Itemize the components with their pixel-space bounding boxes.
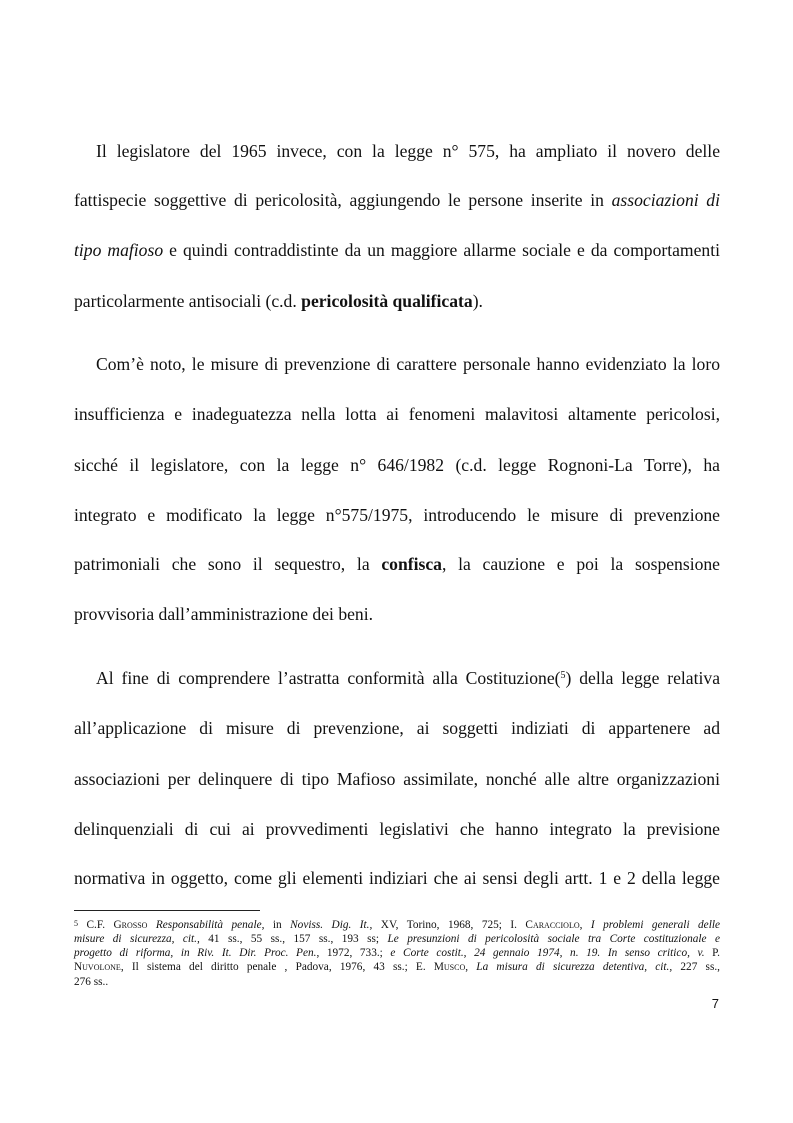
text: Com’è noto, le misure di prevenzione di carattere personale hanno evidenziato la loro bbox=[96, 354, 720, 374]
author-name: Nuvolone bbox=[74, 961, 121, 973]
text: ). bbox=[472, 291, 483, 311]
text: P. bbox=[704, 947, 720, 959]
page-number: 7 bbox=[711, 996, 719, 1011]
italic-text: Noviss. Dig. It., bbox=[290, 919, 373, 931]
footnote-line-1 bbox=[74, 918, 720, 932]
italic-text: e Corte costit., 24 gennaio 1974, n. 19. In senso critico, v. bbox=[390, 947, 705, 959]
text: XV, Torino, 1968, 725; I. bbox=[372, 919, 526, 931]
text: all’applicazione di misure di prevenzione, ai soggetti indiziati di appartenere ad bbox=[74, 718, 720, 738]
footnote-separator bbox=[74, 910, 260, 911]
text: delinquenziali di cui ai provvedimenti legislativi che hanno integrato la previsione bbox=[74, 819, 720, 839]
text: 276 ss.. bbox=[74, 976, 109, 988]
text: Al fine di comprendere l’astratta conformità alla Costituzione( bbox=[96, 668, 561, 688]
text: insufficienza e inadeguatezza nella lotta ai fenomeni malavitosi altamente pericolosi, bbox=[74, 404, 720, 424]
paragraph-2-line-4 bbox=[74, 505, 720, 525]
text: normativa in oggetto, come gli elementi indiziari che ai sensi degli artt. 1 e 2 della legge bbox=[74, 868, 720, 888]
footnote-line-3 bbox=[74, 946, 720, 960]
text: ) della legge relativa bbox=[565, 668, 720, 688]
text: fattispecie soggettive di pericolosità, aggiungendo le persone inserite in bbox=[74, 190, 612, 210]
italic-text: misure di sicurezza, cit., bbox=[74, 933, 200, 945]
paragraph-2-line-3 bbox=[74, 455, 720, 475]
paragraph-3-line-1 bbox=[74, 668, 720, 688]
text: 227 ss., bbox=[672, 961, 720, 973]
text: , bbox=[465, 961, 477, 973]
text: , bbox=[579, 919, 591, 931]
italic-text: La misura di sicurezza detentiva, cit., bbox=[476, 961, 673, 973]
text: 41 ss., 55 ss., 157 ss., 193 ss; bbox=[199, 933, 388, 945]
bold-text: pericolosità qualificata bbox=[301, 291, 473, 311]
text: , la cauzione e poi la sospensione bbox=[441, 554, 720, 574]
text: integrato e modificato la legge n°575/1975, introducendo le misure di prevenzione bbox=[74, 505, 720, 525]
italic-text: tipo mafioso bbox=[74, 240, 164, 260]
footnote-line-4 bbox=[74, 960, 720, 974]
paragraph-1-line-4 bbox=[74, 291, 720, 311]
text: , Il sistema del diritto penale , Padova, 1976, 43 ss.; E. bbox=[120, 961, 434, 973]
paragraph-2-line-1 bbox=[74, 354, 720, 374]
text: Il legislatore del 1965 invece, con la legge n° 575, ha ampliato il novero delle bbox=[96, 141, 720, 161]
paragraph-2-line-5 bbox=[74, 554, 720, 574]
paragraph-3-line-5 bbox=[74, 868, 720, 888]
footnote-line-5 bbox=[74, 975, 720, 989]
italic-text: Le presunzioni di pericolosità sociale tra Corte costituzionale e bbox=[387, 933, 720, 945]
author-name: Caracciolo bbox=[525, 919, 580, 931]
text: patrimoniali che sono il sequestro, la bbox=[74, 554, 382, 574]
text: C.F. bbox=[78, 919, 114, 931]
footnote-reference[interactable]: 5 bbox=[560, 670, 566, 681]
bold-text: confisca bbox=[381, 554, 442, 574]
paragraph-1-line-1 bbox=[74, 141, 720, 161]
author-name: Musco bbox=[433, 961, 466, 973]
paragraph-3-line-3 bbox=[74, 769, 720, 789]
author-name: Grosso bbox=[113, 919, 148, 931]
footnote-marker: 5 bbox=[74, 919, 78, 928]
paragraph-1-line-2 bbox=[74, 190, 720, 210]
paragraph-3-line-4 bbox=[74, 819, 720, 839]
text: sicché il legislatore, con la legge n° 646/1982 (c.d. legge Rognoni-La Torre), ha bbox=[74, 455, 720, 475]
italic-text: associazioni di bbox=[611, 190, 720, 210]
footnote-line-2 bbox=[74, 932, 720, 946]
paragraph-2-line-6 bbox=[74, 604, 720, 624]
text: , 1972, 733.; bbox=[316, 947, 391, 959]
text: in bbox=[264, 919, 291, 931]
paragraph-2-line-2 bbox=[74, 404, 720, 424]
paragraph-3-line-2 bbox=[74, 718, 720, 738]
text: provvisoria dall’amministrazione dei beni. bbox=[74, 604, 374, 624]
text: e quindi contraddistinte da un maggiore allarme sociale e da comportamenti bbox=[163, 240, 720, 260]
text: particolarmente antisociali (c.d. bbox=[74, 291, 302, 311]
paragraph-1-line-3 bbox=[74, 240, 720, 260]
italic-text: progetto di riforma, in Riv. It. Dir. Proc. Pen. bbox=[74, 947, 317, 959]
text: associazioni per delinquere di tipo Mafioso assimilate, nonché alle altre organizzazioni bbox=[74, 769, 720, 789]
italic-text: Responsabilità penale, bbox=[147, 919, 265, 931]
italic-text: I problemi generali delle bbox=[590, 919, 720, 931]
